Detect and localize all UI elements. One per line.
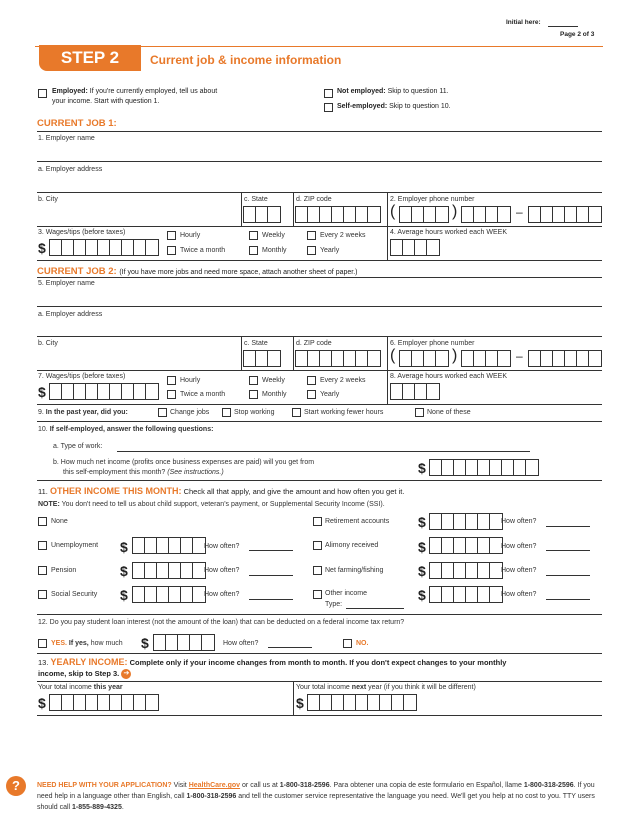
q10-type-label: a. Type of work: (53, 443, 103, 450)
job2-state-label: c. State (244, 340, 268, 347)
q13-number: 13. (38, 658, 49, 667)
job2-address-field[interactable] (37, 336, 602, 337)
divider (293, 192, 294, 226)
q11-farming-how-often: How often? (501, 567, 537, 574)
divider (241, 336, 242, 370)
q11-unemployment-checkbox[interactable] (38, 541, 47, 550)
q11-social-security-amount[interactable] (132, 586, 206, 603)
q11-pension-often-field[interactable] (249, 575, 293, 576)
q10-b-text: b. How much net income (profits once business expenses are paid) will you get from (53, 459, 315, 466)
step-title: Current job & income information (150, 53, 342, 67)
q11-farming-dollar: $ (418, 563, 426, 579)
q10-b-text2: this self-employment this month? (63, 469, 166, 476)
q11-social-security-dollar: $ (120, 587, 128, 603)
divider (293, 681, 294, 715)
q13-next-year-c: year (if you think it will be different) (368, 684, 476, 691)
divider (37, 480, 602, 481)
q10-dollar-sign: $ (418, 460, 426, 476)
q13-next-year-label (296, 684, 476, 691)
q11-social-security-often-field[interactable] (249, 599, 293, 600)
job2-phone-label: 6. Employer phone number (390, 340, 475, 347)
job2-every2-label: Every 2 weeks (320, 377, 366, 384)
q11-pension-amount[interactable] (132, 562, 206, 579)
q13-this-year-dollar: $ (38, 695, 46, 711)
job1-weekly-checkbox[interactable] (249, 231, 258, 240)
q11-farming-checkbox[interactable] (313, 566, 322, 575)
q9-fewer-hours-checkbox[interactable] (292, 408, 301, 417)
job1-hourly-label: Hourly (180, 232, 201, 239)
job2-phone-dash: – (516, 349, 523, 363)
divider (37, 226, 602, 227)
job2-heading-text: CURRENT JOB 2: (37, 266, 117, 277)
job1-state-boxes[interactable] (243, 206, 281, 223)
q12-no-checkbox[interactable] (343, 639, 352, 648)
q11-note-bold: NOTE: (38, 501, 60, 508)
not-employed-checkbox[interactable] (324, 89, 333, 98)
job1-employer-name-field[interactable] (37, 161, 602, 162)
footer-phone: 1-800-318-2596 (279, 782, 330, 789)
employed-bold: Employed: (52, 88, 88, 95)
job2-phone-area[interactable] (399, 350, 449, 367)
q10-net-income-label (53, 458, 314, 478)
q12-often-field[interactable] (268, 647, 312, 648)
divider (37, 653, 602, 654)
q13-this-year-label (38, 684, 123, 691)
q11-pension-label: Pension (51, 567, 77, 574)
job2-hours-boxes[interactable] (390, 383, 440, 400)
job2-phone-prefix[interactable] (461, 350, 511, 367)
q11-pension-how-often: How often? (204, 567, 240, 574)
divider (387, 226, 388, 260)
q10-b-italic: (See instructions.) (167, 469, 224, 476)
q11-pension-dollar: $ (120, 563, 128, 579)
job1-yearly-checkbox[interactable] (307, 246, 316, 255)
job2-heading (37, 266, 358, 277)
q11-farming-amount[interactable] (429, 562, 503, 579)
job1-phone-label: 2. Employer phone number (390, 196, 475, 203)
q11-text: Check all that apply, and give the amount and how often you get it. (183, 487, 405, 496)
q13-this-year-b: this year (93, 684, 123, 691)
q13-heading (38, 657, 506, 679)
job2-address-label: a. Employer address (38, 311, 103, 318)
initial-here (506, 19, 541, 26)
job2-weekly-label: Weekly (262, 377, 285, 384)
job1-every2-checkbox[interactable] (307, 231, 316, 240)
employed-text (52, 87, 217, 107)
job2-phone-line[interactable] (528, 350, 602, 367)
job1-monthly-checkbox[interactable] (249, 246, 258, 255)
employed-desc: If you're currently employed, tell us about (89, 88, 218, 95)
step-badge: STEP 2 (39, 45, 141, 71)
job2-state-boxes[interactable] (243, 350, 281, 367)
q11-retirement-checkbox[interactable] (313, 517, 322, 526)
q11-number: 11. (38, 487, 48, 496)
job1-twice-label: Twice a month (180, 247, 226, 254)
q12-yes-checkbox[interactable] (38, 639, 47, 648)
q12-no-label: NO. (356, 640, 369, 647)
footer-t3: . Para obtener una copia de este formulario en (329, 782, 474, 789)
q13-text2: income, skip to Step 3. (38, 669, 120, 678)
footer-tty: 1-855-889-4325 (72, 804, 122, 811)
q11-retirement-dollar: $ (418, 514, 426, 530)
q11-title: OTHER INCOME THIS MONTH: (49, 486, 182, 496)
q11-none-checkbox[interactable] (38, 517, 47, 526)
q12-yes-text (51, 640, 123, 647)
footer-t4: Español, llame (475, 782, 522, 789)
job1-dollar-sign: $ (38, 240, 46, 256)
q11-alimony-often-field[interactable] (546, 550, 590, 551)
divider (37, 131, 602, 132)
job1-every2-label: Every 2 weeks (320, 232, 366, 239)
initial-label: Initial here: (506, 19, 541, 26)
job2-dollar-sign: $ (38, 384, 46, 400)
q12-question: 12. Do you pay student loan interest (not the amount of the loan) that can be deducted on a federal income tax return? (38, 619, 405, 626)
job1-monthly-label: Monthly (262, 247, 287, 254)
divider (293, 336, 294, 370)
q10-number: 10. (38, 426, 48, 433)
arrow-icon: ➔ (121, 669, 131, 679)
job1-city-label: b. City (38, 196, 58, 203)
footer-t8: . (121, 804, 124, 811)
divider (37, 614, 602, 615)
q13-this-year-boxes[interactable] (49, 694, 159, 711)
q11-farming-often-field[interactable] (546, 575, 590, 576)
job1-weekly-label: Weekly (262, 232, 285, 239)
divider (37, 260, 602, 261)
q11-unemployment-label: Unemployment (51, 542, 99, 549)
job2-hourly-checkbox[interactable] (167, 376, 176, 385)
q9-none-label: None of these (427, 409, 471, 416)
job2-phone-close-paren: ) (452, 347, 458, 364)
q11-other-amount[interactable] (429, 586, 503, 603)
q12-how-often: How often? (223, 640, 259, 647)
q11-note (38, 501, 385, 508)
job2-hours-label: 8. Average hours worked each WEEK (390, 373, 507, 380)
q10-text: If self-employed, answer the following questions: (49, 426, 214, 433)
q11-farming-label: Net farming/fishing (325, 567, 384, 574)
q11-alimony-amount[interactable] (429, 537, 503, 554)
q12-if-yes: If yes, (68, 640, 89, 647)
help-icon: ? (6, 776, 26, 796)
q9-stop-working-checkbox[interactable] (222, 408, 231, 417)
q11-alimony-label: Alimony received (325, 542, 379, 549)
job2-twice-label: Twice a month (180, 391, 226, 398)
q11-other-checkbox[interactable] (313, 590, 322, 599)
q11-other-dollar: $ (418, 587, 426, 603)
footer-t5: . If you need help in a language other than English, call (37, 782, 595, 800)
job1-phone-prefix[interactable] (461, 206, 511, 223)
q11-retirement-often-field[interactable] (546, 526, 590, 527)
q10-question (38, 426, 213, 433)
job2-city-label: b. City (38, 340, 58, 347)
divider (387, 336, 388, 370)
divider (37, 681, 602, 682)
job1-address-label: a. Employer address (38, 166, 103, 173)
footer-help-text (37, 780, 607, 813)
job1-address-field[interactable] (37, 192, 602, 193)
q11-other-type-field[interactable] (346, 608, 404, 609)
job2-phone-open-paren: ( (390, 347, 396, 364)
divider (387, 192, 388, 226)
self-employed-bold: Self-employed: (337, 103, 388, 110)
job2-heading-note: (If you have more jobs and need more space, attach another sheet of paper.) (119, 269, 358, 276)
q11-unemployment-dollar: $ (120, 539, 128, 555)
job2-wages-label: 7. Wages/tips (before taxes) (38, 373, 126, 380)
initial-input-line[interactable] (548, 26, 578, 27)
q11-alimony-checkbox[interactable] (313, 541, 322, 550)
job2-zip-boxes[interactable] (295, 350, 381, 367)
divider (37, 421, 602, 422)
job2-hourly-label: Hourly (180, 377, 201, 384)
q13-next-year-dollar: $ (296, 695, 304, 711)
q12-dollar-sign: $ (141, 635, 149, 651)
q11-retirement-how-often: How often? (501, 518, 537, 525)
q13-next-year-boxes[interactable] (307, 694, 417, 711)
employed-desc2: your income. Start with question 1. (52, 98, 160, 105)
q11-retirement-amount[interactable] (429, 513, 503, 530)
divider (37, 404, 602, 405)
q9-number: 9. (38, 409, 44, 416)
footer-phone2: 1-800-318-2596 (523, 782, 574, 789)
job1-phone-close-paren: ) (452, 203, 458, 220)
page-number: Page 2 of 3 (560, 31, 595, 38)
self-employed-desc: Skip to question 10. (389, 103, 451, 110)
healthcare-link[interactable]: HealthCare.gov (188, 782, 241, 789)
q9-text: In the past year, did you: (45, 409, 128, 416)
divider (387, 370, 388, 404)
employed-checkbox[interactable] (38, 89, 47, 98)
footer-phone3: 1-800-318-2596 (186, 793, 237, 800)
job1-heading: CURRENT JOB 1: (37, 118, 117, 129)
job1-zip-label: d. ZIP code (296, 196, 332, 203)
q13-title: YEARLY INCOME: (50, 657, 128, 667)
not-employed-text (337, 88, 449, 95)
q11-unemployment-how-often: How often? (204, 543, 240, 550)
footer-bold: NEED HELP WITH YOUR APPLICATION? (37, 782, 172, 789)
job1-hourly-checkbox[interactable] (167, 231, 176, 240)
footer-t7: the language you need. We'll get you help at no cost to you. TTY users should call (37, 793, 595, 811)
job2-wages-boxes[interactable] (49, 383, 159, 400)
q9-none-checkbox[interactable] (415, 408, 424, 417)
q13-this-year-a: Your total income (38, 684, 92, 691)
q11-other-how-often: How often? (501, 591, 537, 598)
job2-zip-label: d. ZIP code (296, 340, 332, 347)
job1-wages-boxes[interactable] (49, 239, 159, 256)
q12-amount-boxes[interactable] (153, 634, 215, 651)
job2-monthly-checkbox[interactable] (249, 390, 258, 399)
job1-phone-line[interactable] (528, 206, 602, 223)
job1-phone-dash: – (516, 205, 523, 219)
divider (37, 277, 602, 278)
job2-yearly-checkbox[interactable] (307, 390, 316, 399)
q9-stop-working-label: Stop working (234, 409, 275, 416)
job2-employer-name-label: 5. Employer name (38, 280, 95, 287)
job2-yearly-label: Yearly (320, 391, 340, 398)
q11-alimony-how-often: How often? (501, 543, 537, 550)
q13-next-year-a: Your total income (296, 684, 350, 691)
q11-unemployment-often-field[interactable] (249, 550, 293, 551)
job2-monthly-label: Monthly (262, 391, 287, 398)
footer-t1: Visit (173, 782, 187, 789)
job1-phone-area[interactable] (399, 206, 449, 223)
q9-fewer-hours-label: Start working fewer hours (304, 409, 384, 416)
job2-weekly-checkbox[interactable] (249, 376, 258, 385)
q11-alimony-dollar: $ (418, 539, 426, 555)
q11-other-type-label: Type: (325, 601, 343, 608)
q10-type-field[interactable] (117, 451, 530, 452)
q9-change-jobs-label: Change jobs (170, 409, 210, 416)
q13-text: Complete only if your income changes from month to month. If you don't expect changes to your monthly (129, 658, 507, 667)
self-employed-checkbox[interactable] (324, 103, 333, 112)
job2-every2-checkbox[interactable] (307, 376, 316, 385)
q9-question (38, 409, 128, 416)
job1-hours-label: 4. Average hours worked each WEEK (390, 229, 507, 236)
q11-other-label: Other income (325, 590, 368, 597)
job1-hours-boxes[interactable] (390, 239, 440, 256)
job1-employer-name-label: 1. Employer name (38, 135, 95, 142)
job1-wages-label: 3. Wages/tips (before taxes) (38, 229, 126, 236)
job1-twice-checkbox[interactable] (167, 246, 176, 255)
job2-twice-checkbox[interactable] (167, 390, 176, 399)
q11-unemployment-amount[interactable] (132, 537, 206, 554)
divider (37, 370, 602, 371)
not-employed-desc: Skip to question 11. (387, 88, 449, 95)
q12-yes-label: YES. (51, 640, 67, 647)
divider (37, 715, 602, 716)
job1-state-label: c. State (244, 196, 268, 203)
q9-change-jobs-checkbox[interactable] (158, 408, 167, 417)
q11-none-label: None (51, 518, 68, 525)
footer-t6: and tell the customer service representative (238, 793, 374, 800)
q11-heading (38, 486, 404, 496)
divider (241, 192, 242, 226)
q11-social-security-how-often: How often? (204, 591, 240, 598)
q10-net-income-boxes[interactable] (429, 459, 539, 476)
self-employed-text (337, 103, 451, 110)
q11-social-security-label: Social Security (51, 591, 98, 598)
job2-employer-name-field[interactable] (37, 306, 602, 307)
footer-t2: or call us at (242, 782, 278, 789)
q11-other-often-field[interactable] (546, 599, 590, 600)
q11-pension-checkbox[interactable] (38, 566, 47, 575)
q13-next-year-b: next (351, 684, 367, 691)
job1-yearly-label: Yearly (320, 247, 340, 254)
q11-note-text: You don't need to tell us about child support, veteran's payment, or Supplemental Security Income (SSI). (61, 501, 385, 508)
q11-social-security-checkbox[interactable] (38, 590, 47, 599)
q11-retirement-label: Retirement accounts (325, 518, 390, 525)
q12-how-much: how much (90, 640, 123, 647)
not-employed-bold: Not employed: (337, 88, 386, 95)
job1-phone-open-paren: ( (390, 203, 396, 220)
job1-zip-boxes[interactable] (295, 206, 381, 223)
